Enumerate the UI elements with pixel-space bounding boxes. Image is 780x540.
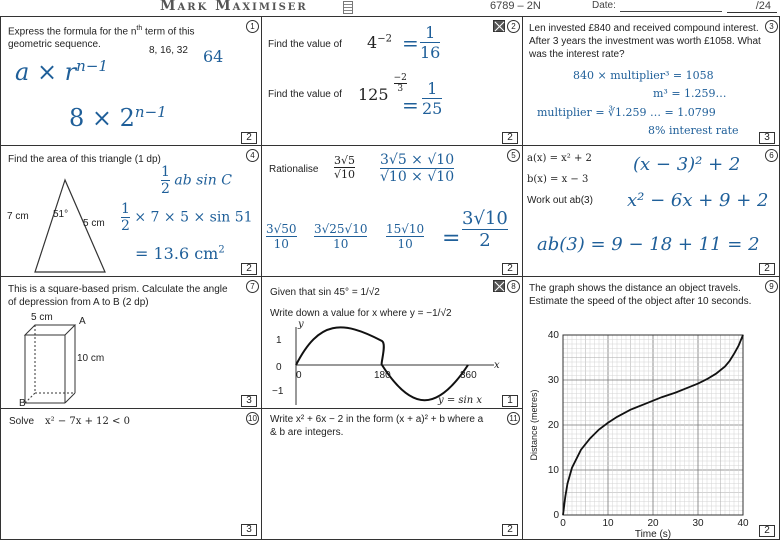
- side-a-label: 7 cm: [7, 211, 29, 222]
- mark-box-4: 2: [241, 263, 257, 275]
- find-label-1: Find the value of: [268, 39, 342, 50]
- question-number-10: 10: [246, 412, 259, 425]
- line-3: ab(3) = 9 − 18 + 11 = 2: [537, 234, 760, 255]
- y-axis-label: y: [298, 319, 304, 330]
- given-fraction: $\frac{3√5}{√10}$: [334, 154, 356, 181]
- step-1: $\frac{3√5 \times √10}{√10 \times √10}$: [380, 152, 455, 185]
- formula-specific: $8 \times 2^{n-1}$: [69, 103, 167, 132]
- line-2: x² − 6x + 9 + 2: [627, 190, 769, 211]
- write-text: Write down a value for x where y = −1/√2: [270, 308, 452, 319]
- y-tick-label: 20: [547, 420, 559, 431]
- curve-label: y = sin x: [438, 395, 482, 406]
- answer: 8% interest rate: [648, 124, 739, 137]
- question-number-5: 5: [507, 149, 520, 162]
- answer-64: 64: [203, 47, 224, 66]
- equals-1: =: [402, 31, 419, 55]
- question-8: [261, 276, 523, 409]
- date-label: Date:: [592, 0, 616, 11]
- mark-box-9: 2: [759, 525, 775, 537]
- function-b: b(x) = x − 3: [527, 174, 589, 185]
- question-number-7: 7: [246, 280, 259, 293]
- given-text: Given that sin 45° = 1/√2: [270, 287, 380, 298]
- question-number-8: 8: [507, 280, 520, 293]
- tick-0: 0: [276, 362, 282, 373]
- point-a-label: A: [79, 316, 86, 327]
- step-1: 840 × multiplier³ = 1058: [573, 69, 714, 82]
- y-tick-label: 30: [547, 375, 559, 386]
- question-3-text: Len invested £840 and received compound interest. After 3 years the investment was worth £1058. What was the interest rate?: [529, 23, 761, 60]
- question-1: [0, 16, 262, 146]
- step-4: $\frac{15√10}{10}$: [386, 222, 425, 251]
- total-score: /24: [727, 0, 777, 13]
- function-a: a(x) = x² + 2: [527, 153, 592, 164]
- tick-1: 1: [276, 335, 282, 346]
- question-11-text: Write x² + 6x − 2 in the form (x + a)² + b where a & b are integers.: [270, 414, 484, 438]
- y-tick-label: 10: [547, 465, 559, 476]
- no-calculator-icon: [493, 280, 505, 292]
- height-label: 10 cm: [77, 353, 105, 364]
- x-tick-180: 180: [374, 370, 391, 381]
- point-b-label: B: [19, 398, 26, 409]
- sequence: 8, 16, 32: [149, 45, 188, 56]
- work-out-label: Work out ab(3): [527, 195, 593, 206]
- question-7-text: This is a square-based prism. Calculate the angle of depression from A to B (2 dp): [8, 284, 228, 308]
- x-tick-label: 10: [602, 518, 614, 529]
- solve-label: Solve: [9, 416, 35, 427]
- question-10: [0, 408, 262, 540]
- step-2: $\frac{3√50}{10}$: [266, 222, 297, 251]
- side-b-label: 5 cm: [83, 218, 105, 229]
- x-tick-label: 0: [560, 518, 566, 529]
- x-tick-label: 30: [692, 518, 704, 529]
- mark-box-2: 2: [502, 132, 518, 144]
- x-axis-label: x: [494, 360, 500, 371]
- step-2: m³ = 1.259…: [653, 87, 727, 100]
- step-3: $\frac{3√25√10}{10}$: [314, 222, 368, 251]
- area-step: $\frac{1}{2}$ × 7 × 5 × sin 51: [121, 201, 253, 234]
- mark-box-3: 3: [759, 132, 775, 144]
- inequality: x² − 7x + 12 < 0: [45, 416, 130, 427]
- y-tick-label: 40: [547, 330, 559, 341]
- question-4-text: Find the area of this triangle (1 dp): [8, 154, 161, 165]
- question-number-9: 9: [765, 280, 778, 293]
- find-label-2: Find the value of: [268, 89, 342, 100]
- question-number-4: 4: [246, 149, 259, 162]
- question-11: [261, 408, 523, 540]
- top-length-label: 5 cm: [31, 312, 53, 323]
- power-2: 125 $\frac{-2}{3}$: [358, 73, 407, 104]
- mark-box-11: 2: [502, 524, 518, 536]
- question-2: [261, 16, 523, 146]
- question-5-text: Rationalise: [269, 164, 319, 175]
- answer-1-frac: $\frac{1}{16}$: [420, 23, 441, 62]
- formula-general: $a \times r^{n-1}$: [15, 57, 108, 86]
- worksheet-code: 6789 – 2N: [490, 0, 541, 12]
- brand-title: Mark Maximiser: [160, 0, 308, 14]
- line-1: (x − 3)² + 2: [633, 154, 741, 175]
- header: [0, 0, 780, 16]
- question-number-2: 2: [507, 20, 520, 33]
- mark-box-7: 3: [241, 395, 257, 407]
- question-9-text: The graph shows the distance an object travels. Estimate the speed of the object after 10 seconds.: [529, 283, 752, 307]
- question-6: [522, 145, 780, 277]
- no-calculator-icon: [493, 20, 505, 32]
- area-formula: $\frac{1}{2}$ ab sin C: [161, 164, 232, 197]
- question-9: [522, 276, 780, 540]
- y-axis-label: Distance (metres): [529, 389, 539, 461]
- mark-box-8: 1: [502, 395, 518, 407]
- question-number-11: 11: [507, 412, 520, 425]
- question-4: [0, 145, 262, 277]
- x-tick-0: 0: [296, 370, 302, 381]
- angle-label: 51°: [53, 209, 69, 220]
- area-answer: = 13.6 $cm^2$: [135, 244, 225, 263]
- x-tick-label: 40: [737, 518, 749, 529]
- calculator-icon: [343, 1, 353, 14]
- tick-minus-1: −1: [272, 386, 284, 397]
- power-1: $4^{-2}$: [367, 33, 392, 52]
- equals: =: [442, 226, 461, 251]
- question-number-3: 3: [765, 20, 778, 33]
- question-1-text: Express the formula for the $n^{th}$ term of this geometric sequence.: [8, 25, 195, 51]
- final-answer: $\frac{3√10}{2}$: [462, 208, 508, 251]
- question-5: [261, 145, 523, 277]
- mark-box-10: 3: [241, 524, 257, 536]
- equals-2: =: [402, 93, 419, 117]
- distance-time-chart: [523, 277, 780, 540]
- question-7: [0, 276, 262, 409]
- mark-box-1: 2: [241, 132, 257, 144]
- x-axis-label: Time (s): [634, 529, 672, 540]
- mark-box-6: 2: [759, 263, 775, 275]
- x-tick-label: 20: [647, 518, 659, 529]
- question-number-6: 6: [765, 149, 778, 162]
- answer-2-frac: $\frac{1}{25}$: [422, 79, 443, 118]
- x-tick-360: 360: [460, 370, 477, 381]
- question-number-1: 1: [246, 20, 259, 33]
- step-3: multiplier = ∛1.259 … = 1.0799: [537, 106, 716, 119]
- mark-box-5: 2: [502, 263, 518, 275]
- date-field[interactable]: [620, 11, 722, 12]
- question-3: [522, 16, 780, 146]
- y-tick-label: 0: [553, 510, 559, 521]
- prism-diagram: [21, 321, 81, 407]
